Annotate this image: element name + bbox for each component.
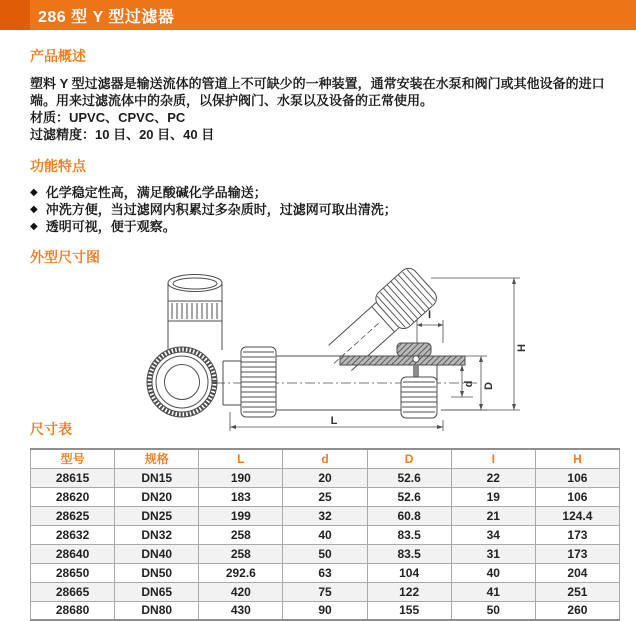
table-cell: 60.8 bbox=[367, 506, 451, 525]
table-cell: 292.6 bbox=[199, 563, 283, 582]
table-cell: 28625 bbox=[31, 506, 115, 525]
table-row bbox=[31, 563, 620, 582]
table-cell: 258 bbox=[199, 544, 283, 563]
material-line: 材质：UPVC、CPVC、PC bbox=[30, 110, 186, 125]
precision-line: 过滤精度：10 目、20 目、40 目 bbox=[30, 127, 215, 142]
diamond-bullet-icon: ◆ bbox=[30, 187, 38, 198]
table-cell: DN80 bbox=[115, 601, 199, 620]
table-cell: 34 bbox=[451, 525, 535, 544]
table-cell: 63 bbox=[283, 563, 367, 582]
table-cell: DN25 bbox=[115, 506, 199, 525]
section-heading-size-table: 尺寸表 bbox=[30, 421, 72, 437]
column-header: L bbox=[199, 449, 283, 468]
table-row bbox=[31, 582, 620, 601]
table-row bbox=[31, 506, 620, 525]
column-header: D bbox=[367, 449, 451, 468]
section-heading-drawing: 外型尺寸图 bbox=[30, 249, 100, 265]
feature-item-text: 化学稳定性高，满足酸碱化学品输送； bbox=[45, 185, 267, 200]
overview-paragraph: 塑料 Y 型过滤器是输送流体的管道上不可缺少的一种装置，通常安装在水泵和阀门或其他设备的进口端。用来过滤流体中的杂质，以保护阀门、水泵以及设备的正常使用。 bbox=[30, 76, 605, 108]
table-cell: 183 bbox=[199, 487, 283, 506]
table-cell: 25 bbox=[283, 487, 367, 506]
dimension-table-header-row bbox=[31, 449, 620, 468]
table-cell: 28665 bbox=[31, 582, 115, 601]
table-row bbox=[31, 525, 620, 544]
table-row bbox=[31, 468, 620, 487]
column-header: H bbox=[535, 449, 619, 468]
table-cell: 124.4 bbox=[535, 506, 619, 525]
column-header: I bbox=[451, 449, 535, 468]
table-cell: 40 bbox=[451, 563, 535, 582]
table-cell: 106 bbox=[535, 468, 619, 487]
table-cell: 21 bbox=[451, 506, 535, 525]
table-cell: 173 bbox=[535, 544, 619, 563]
table-cell: 104 bbox=[367, 563, 451, 582]
section-heading-overview: 产品概述 bbox=[30, 48, 86, 64]
table-cell: 19 bbox=[451, 487, 535, 506]
table-row bbox=[31, 487, 620, 506]
table-cell: 50 bbox=[451, 601, 535, 620]
table-cell: 28615 bbox=[31, 468, 115, 487]
table-cell: 28640 bbox=[31, 544, 115, 563]
end-view-nut-circle bbox=[147, 347, 217, 417]
column-header: 型号 bbox=[31, 449, 115, 468]
table-row bbox=[31, 544, 620, 563]
dim-label-H: H bbox=[516, 344, 528, 352]
table-cell: 75 bbox=[283, 582, 367, 601]
table-cell: 32 bbox=[283, 506, 367, 525]
table-cell: 83.5 bbox=[367, 544, 451, 563]
table-cell: 52.6 bbox=[367, 468, 451, 487]
end-view-cap-cylinder bbox=[168, 275, 222, 351]
section-heading-features: 功能特点 bbox=[30, 158, 86, 174]
table-cell: 122 bbox=[367, 582, 451, 601]
table-cell: DN50 bbox=[115, 563, 199, 582]
table-cell: 28650 bbox=[31, 563, 115, 582]
table-cell: DN65 bbox=[115, 582, 199, 601]
page-content bbox=[0, 46, 636, 621]
feature-item-text: 冲洗方便，当过滤网内积累过多杂质时，过滤网可取出清洗； bbox=[45, 202, 397, 217]
table-cell: 199 bbox=[199, 506, 283, 525]
feature-item-text: 透明可视，便于观察。 bbox=[45, 219, 176, 234]
table-cell: 41 bbox=[451, 582, 535, 601]
table-cell: 420 bbox=[199, 582, 283, 601]
table-cell: 50 bbox=[283, 544, 367, 563]
table-cell: 40 bbox=[283, 525, 367, 544]
table-cell: 90 bbox=[283, 601, 367, 620]
feature-list bbox=[30, 184, 610, 235]
side-view-body bbox=[215, 265, 477, 418]
table-row bbox=[31, 601, 620, 620]
table-cell: 190 bbox=[199, 468, 283, 487]
table-cell: 155 bbox=[367, 601, 451, 620]
table-cell: DN20 bbox=[115, 487, 199, 506]
dim-label-L: L bbox=[330, 415, 338, 427]
table-cell: 28632 bbox=[31, 525, 115, 544]
diamond-bullet-icon: ◆ bbox=[30, 204, 38, 215]
table-cell: 260 bbox=[535, 601, 619, 620]
table-cell: 251 bbox=[535, 582, 619, 601]
feature-item bbox=[30, 201, 610, 218]
diamond-bullet-icon: ◆ bbox=[30, 221, 38, 232]
dim-label-I: I bbox=[428, 309, 432, 321]
dim-label-d: d bbox=[463, 380, 475, 388]
dimension-table bbox=[30, 448, 620, 621]
table-cell: 430 bbox=[199, 601, 283, 620]
table-cell: DN40 bbox=[115, 544, 199, 563]
table-cell: DN15 bbox=[115, 468, 199, 487]
table-cell: 31 bbox=[451, 544, 535, 563]
table-cell: DN32 bbox=[115, 525, 199, 544]
feature-item bbox=[30, 184, 610, 201]
feature-item bbox=[30, 218, 610, 235]
table-cell: 28620 bbox=[31, 487, 115, 506]
table-cell: 106 bbox=[535, 487, 619, 506]
table-cell: 258 bbox=[199, 525, 283, 544]
column-header: 规格 bbox=[115, 449, 199, 468]
table-cell: 52.6 bbox=[367, 487, 451, 506]
column-header: d bbox=[283, 449, 367, 468]
title-bar-accent bbox=[0, 0, 30, 30]
page-title: 286 型 Y 型过滤器 bbox=[38, 8, 175, 26]
dimension-drawing bbox=[30, 270, 610, 431]
title-bar bbox=[0, 0, 636, 30]
table-cell: 28680 bbox=[31, 601, 115, 620]
table-cell: 22 bbox=[451, 468, 535, 487]
dim-label-D: D bbox=[483, 382, 495, 390]
table-cell: 83.5 bbox=[367, 525, 451, 544]
table-cell: 20 bbox=[283, 468, 367, 487]
y-filter-technical-drawing bbox=[135, 270, 535, 431]
table-cell: 204 bbox=[535, 563, 619, 582]
table-cell: 173 bbox=[535, 525, 619, 544]
